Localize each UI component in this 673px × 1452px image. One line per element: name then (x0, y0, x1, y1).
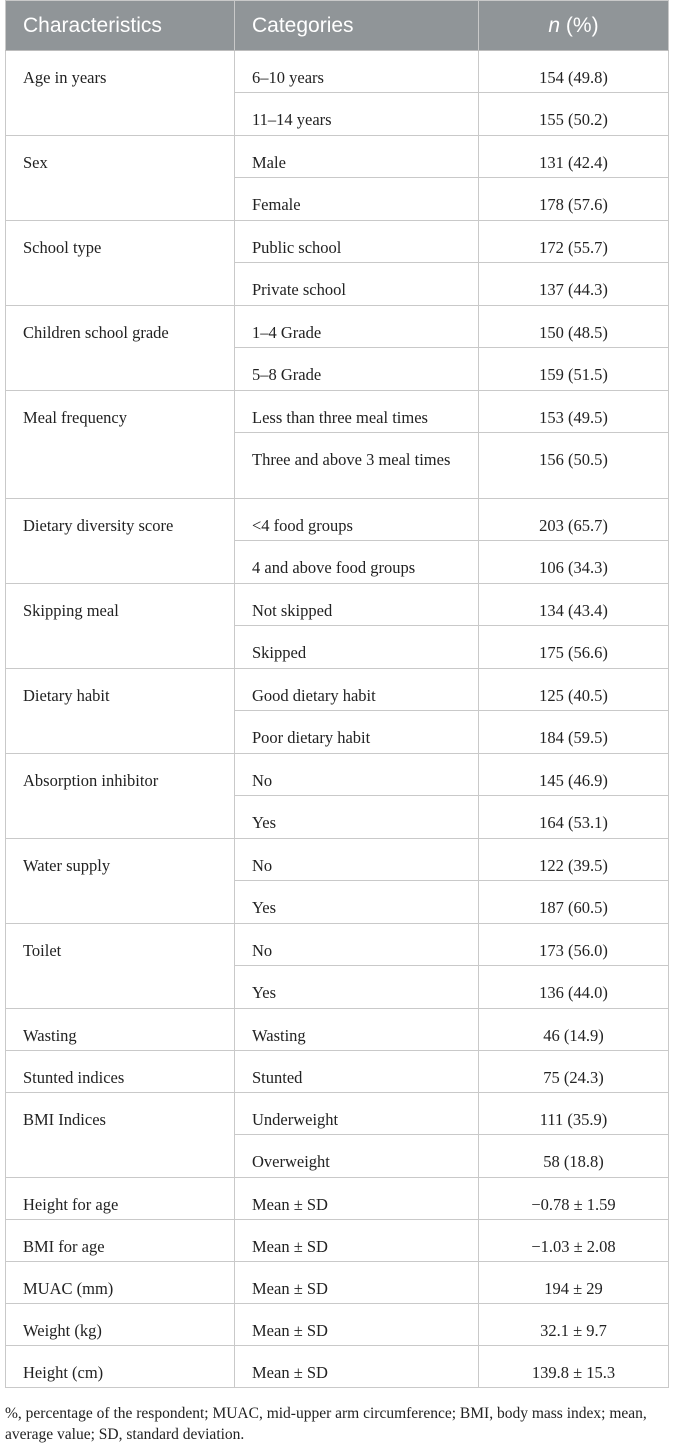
characteristic-cell: BMI for age (6, 1220, 235, 1262)
characteristic-cell: Dietary habit (6, 669, 235, 754)
characteristic-cell: Skipping meal (6, 584, 235, 669)
table-row (6, 669, 669, 711)
category-cell: Mean ± SD (235, 1178, 479, 1220)
characteristic-cell: Water supply (6, 839, 235, 924)
header-categories: Categories (235, 1, 479, 51)
value-cell: 125 (40.5) (479, 669, 669, 711)
value-cell: 178 (57.6) (479, 178, 669, 221)
characteristic-cell: Absorption inhibitor (6, 754, 235, 839)
characteristic-cell: Height (cm) (6, 1346, 235, 1388)
table-row (6, 1093, 669, 1135)
table-row (6, 1304, 669, 1346)
table-header-row (6, 1, 669, 51)
value-cell: 106 (34.3) (479, 541, 669, 584)
value-cell: 184 (59.5) (479, 711, 669, 754)
value-cell: 58 (18.8) (479, 1135, 669, 1178)
table-row (6, 391, 669, 433)
value-cell: −0.78 ± 1.59 (479, 1178, 669, 1220)
value-cell: 75 (24.3) (479, 1051, 669, 1093)
value-cell: 134 (43.4) (479, 584, 669, 626)
category-cell: No (235, 754, 479, 796)
category-cell: Private school (235, 263, 479, 306)
value-cell: 164 (53.1) (479, 796, 669, 839)
category-cell: Three and above 3 meal times (235, 433, 479, 499)
category-cell: 6–10 years (235, 51, 479, 93)
value-cell: 159 (51.5) (479, 348, 669, 391)
table-row (6, 136, 669, 178)
category-cell: Female (235, 178, 479, 221)
characteristic-cell: Dietary diversity score (6, 499, 235, 584)
category-cell: 4 and above food groups (235, 541, 479, 584)
category-cell: Overweight (235, 1135, 479, 1178)
value-cell: −1.03 ± 2.08 (479, 1220, 669, 1262)
value-cell: 154 (49.8) (479, 51, 669, 93)
characteristic-cell: Age in years (6, 51, 235, 136)
characteristic-cell: Weight (kg) (6, 1304, 235, 1346)
value-cell: 145 (46.9) (479, 754, 669, 796)
category-cell: No (235, 924, 479, 966)
category-cell: Yes (235, 881, 479, 924)
characteristic-cell: Meal frequency (6, 391, 235, 499)
category-cell: Stunted (235, 1051, 479, 1093)
table-row (6, 51, 669, 93)
header-n-percent (479, 1, 669, 51)
category-cell: Mean ± SD (235, 1220, 479, 1262)
category-cell: Public school (235, 221, 479, 263)
value-cell: 136 (44.0) (479, 966, 669, 1009)
category-cell: 11–14 years (235, 93, 479, 136)
category-cell: Mean ± SD (235, 1346, 479, 1388)
category-cell: Yes (235, 966, 479, 1009)
table-row (6, 1178, 669, 1220)
table-row (6, 499, 669, 541)
table-body (6, 51, 669, 1388)
category-cell: Mean ± SD (235, 1304, 479, 1346)
value-cell: 137 (44.3) (479, 263, 669, 306)
category-cell: Good dietary habit (235, 669, 479, 711)
characteristic-cell: MUAC (mm) (6, 1262, 235, 1304)
characteristic-cell: Height for age (6, 1178, 235, 1220)
table-row (6, 584, 669, 626)
value-cell: 194 ± 29 (479, 1262, 669, 1304)
value-cell: 187 (60.5) (479, 881, 669, 924)
category-cell: Wasting (235, 1009, 479, 1051)
value-cell: 153 (49.5) (479, 391, 669, 433)
category-cell: Yes (235, 796, 479, 839)
category-cell: Poor dietary habit (235, 711, 479, 754)
header-characteristics: Characteristics (6, 1, 235, 51)
category-cell: 1–4 Grade (235, 306, 479, 348)
value-cell: 172 (55.7) (479, 221, 669, 263)
category-cell: Less than three meal times (235, 391, 479, 433)
table-row (6, 1346, 669, 1388)
table-row (6, 1262, 669, 1304)
value-cell: 175 (56.6) (479, 626, 669, 669)
characteristic-cell: Wasting (6, 1009, 235, 1051)
table-row (6, 1220, 669, 1262)
value-cell: 150 (48.5) (479, 306, 669, 348)
category-cell: No (235, 839, 479, 881)
characteristic-cell: Stunted indices (6, 1051, 235, 1093)
table-footnote: %, percentage of the respondent; MUAC, mid-upper arm circumference; BMI, body mass index; mean, average value; SD, standard deviation. (5, 1405, 647, 1443)
table-row (6, 1009, 669, 1051)
value-cell: 32.1 ± 9.7 (479, 1304, 669, 1346)
characteristics-table (5, 0, 669, 1388)
category-cell: Underweight (235, 1093, 479, 1135)
table-row (6, 839, 669, 881)
value-cell: 111 (35.9) (479, 1093, 669, 1135)
value-cell: 46 (14.9) (479, 1009, 669, 1051)
characteristic-cell: BMI Indices (6, 1093, 235, 1178)
characteristic-cell: Children school grade (6, 306, 235, 391)
table-row (6, 1051, 669, 1093)
table-row (6, 924, 669, 966)
characteristic-cell: Sex (6, 136, 235, 221)
value-cell: 122 (39.5) (479, 839, 669, 881)
table-row (6, 221, 669, 263)
category-cell: Mean ± SD (235, 1262, 479, 1304)
category-cell: Skipped (235, 626, 479, 669)
table-row (6, 306, 669, 348)
category-cell: Male (235, 136, 479, 178)
header-n-symbol: n (548, 13, 561, 37)
category-cell: <4 food groups (235, 499, 479, 541)
table-row (6, 754, 669, 796)
header-percent-label: (%) (560, 13, 599, 37)
category-cell: Not skipped (235, 584, 479, 626)
characteristic-cell: Toilet (6, 924, 235, 1009)
value-cell: 131 (42.4) (479, 136, 669, 178)
value-cell: 155 (50.2) (479, 93, 669, 136)
characteristic-cell: School type (6, 221, 235, 306)
value-cell: 173 (56.0) (479, 924, 669, 966)
value-cell: 203 (65.7) (479, 499, 669, 541)
category-cell: 5–8 Grade (235, 348, 479, 391)
value-cell: 139.8 ± 15.3 (479, 1346, 669, 1388)
value-cell: 156 (50.5) (479, 433, 669, 499)
